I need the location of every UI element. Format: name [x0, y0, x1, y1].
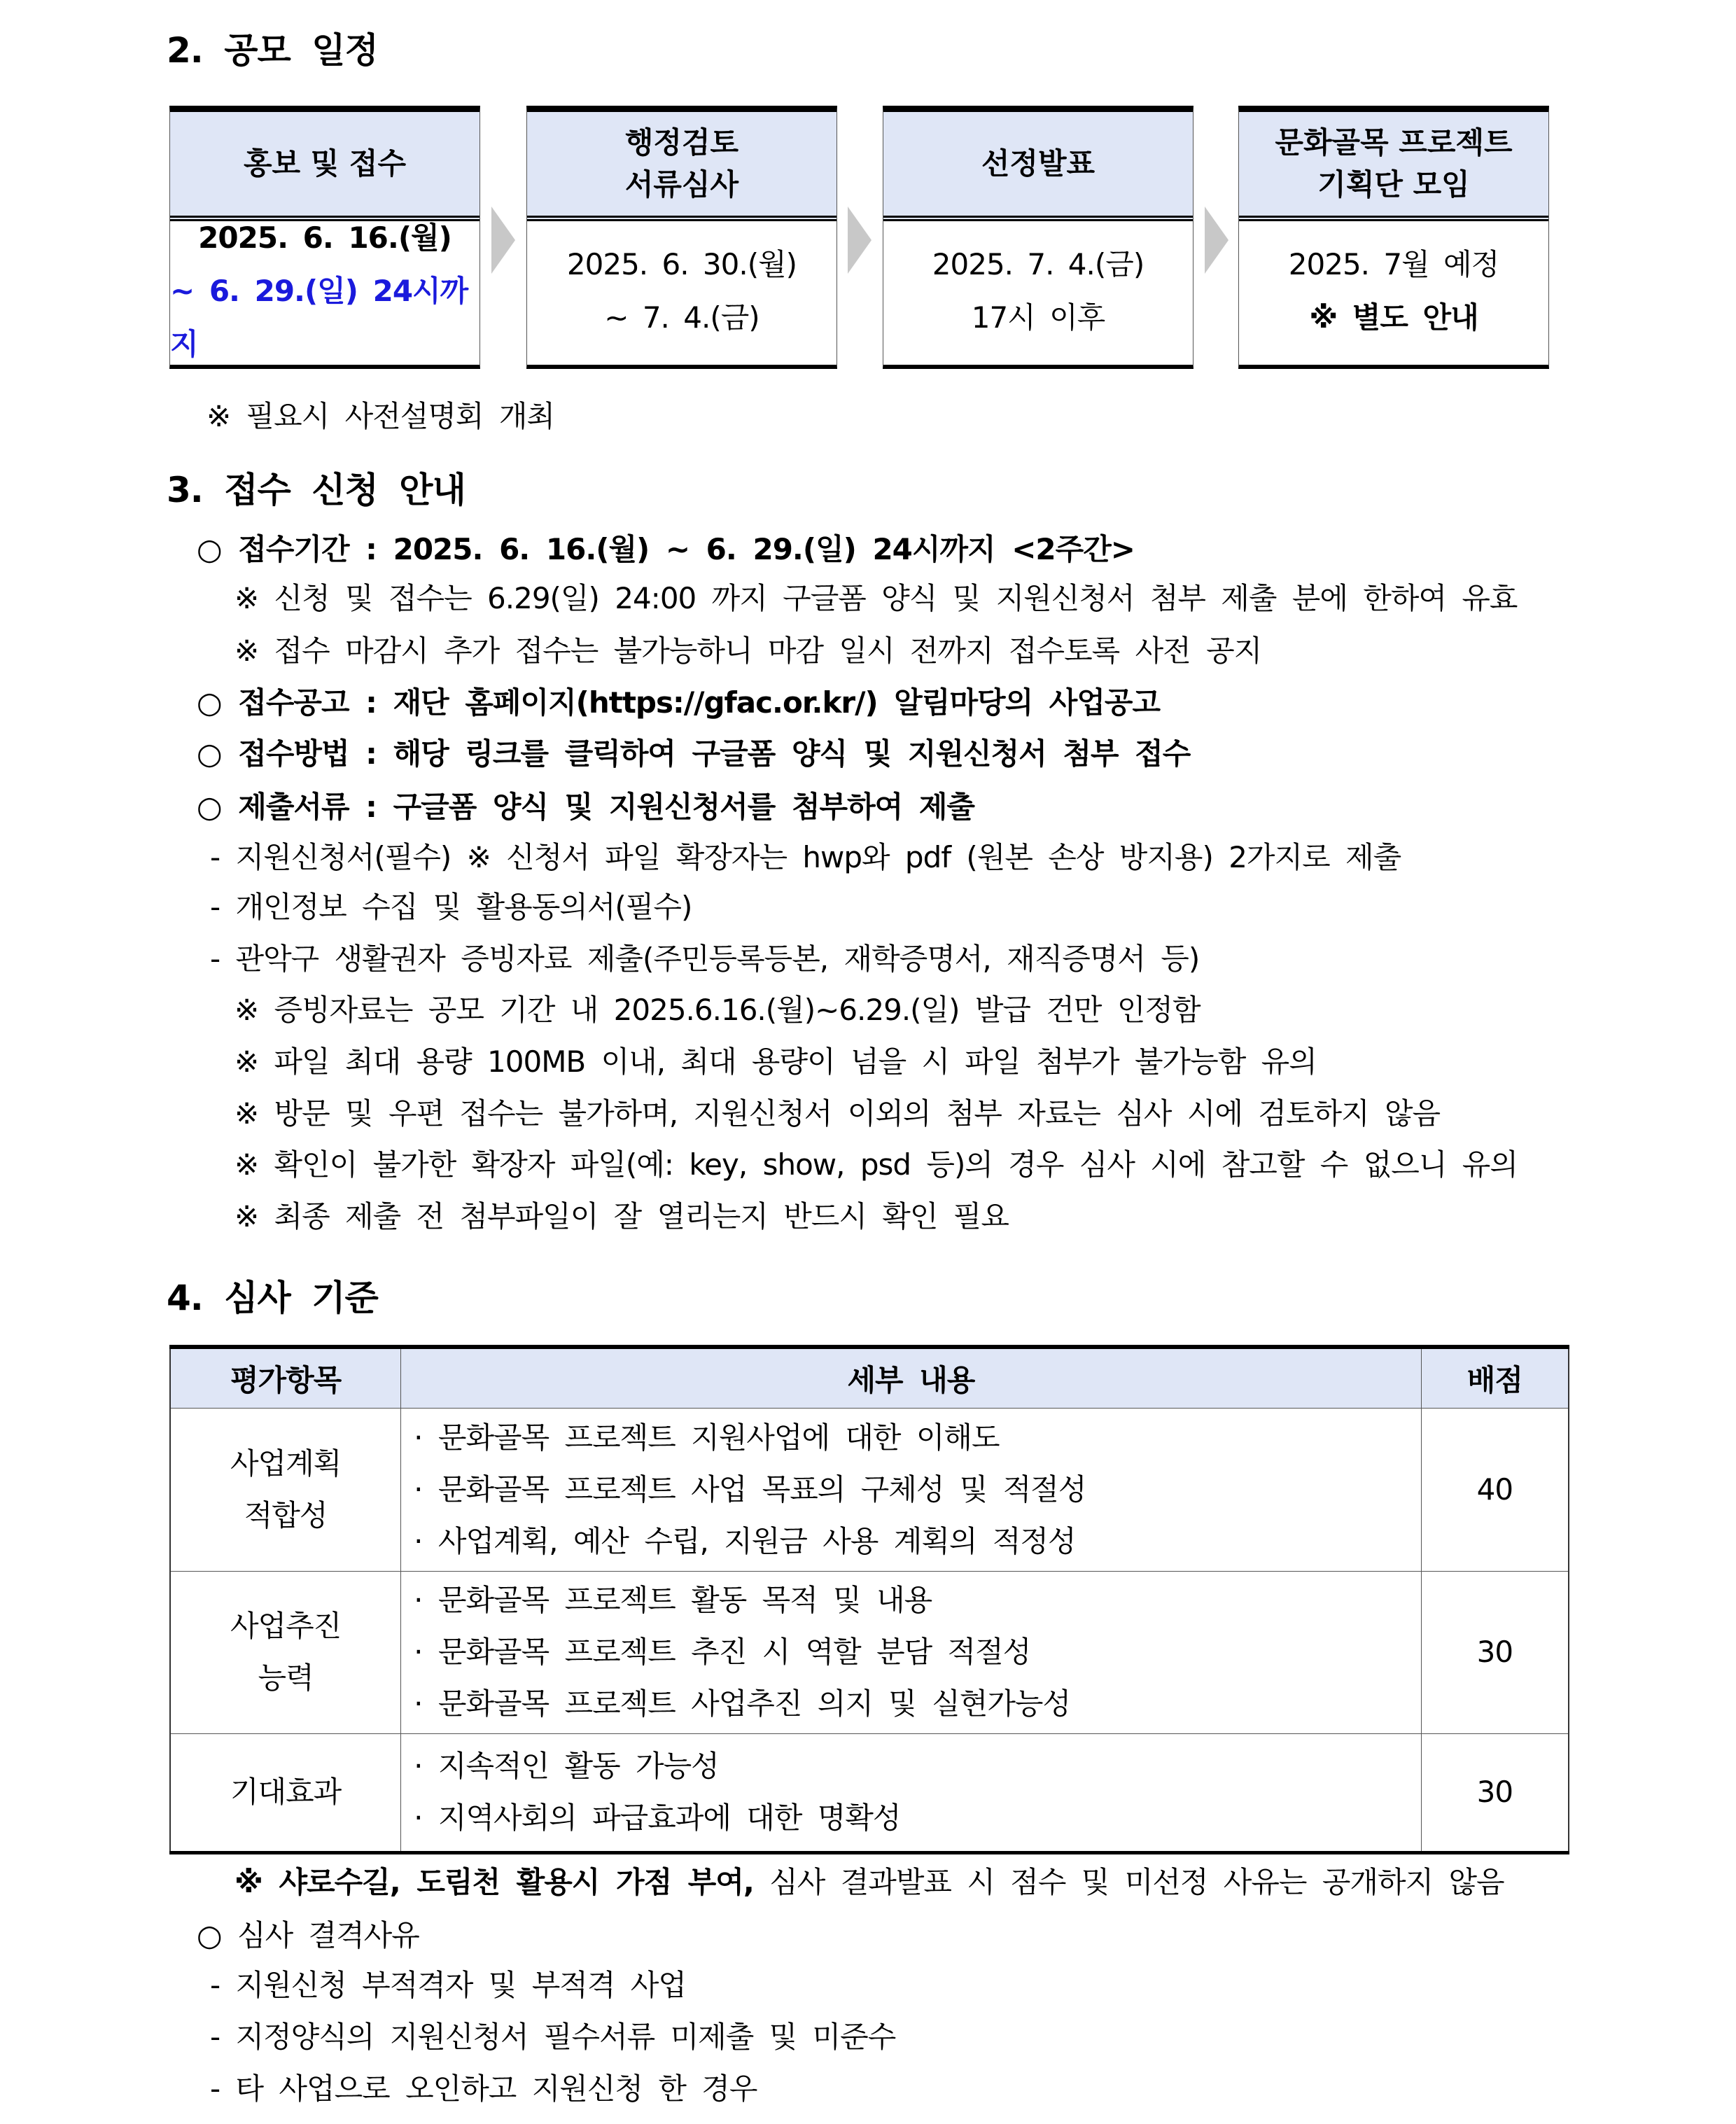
disqualification-title: ○ 심사 결격사유 — [197, 1918, 419, 1952]
document-item: - 관악구 생활권자 증빙자료 제출(주민등록등본, 재학증명서, 재직증명서 등) — [210, 942, 1200, 976]
step-title: 선정발표 — [883, 112, 1193, 221]
schedule-step-4 — [1238, 106, 1549, 369]
item-name: 기대효과 — [170, 1733, 401, 1852]
table-row — [170, 1733, 1569, 1852]
detail: · 문화골목 프로젝트 활동 목적 및 내용 — [414, 1583, 932, 1617]
disclosure-note: 심사 결과발표 시 점수 및 미선정 사유는 공개하지 않음 — [753, 1865, 1504, 1899]
step-date-end: ~ 7. 4.(금) — [604, 300, 760, 335]
table-header — [170, 1347, 1569, 1408]
item-name: 사업추진 — [230, 1609, 342, 1643]
step-title: 기획단 모임 — [1317, 167, 1470, 202]
disqualification-item: - 지원신청 부적격자 및 부적격 사업 — [210, 1968, 686, 2002]
step-date: 2025. 7월 예정 — [1288, 247, 1499, 281]
step-time: 17시 이후 — [971, 300, 1105, 335]
disqualification-item: - 타 사업으로 오인하고 지원신청 한 경우 — [210, 2071, 757, 2106]
detail: · 지속적인 활동 가능성 — [414, 1749, 719, 1783]
score: 40 — [1421, 1408, 1569, 1571]
arrow-icon — [491, 207, 515, 274]
bullet-notice: ○ 접수공고 : 재단 홈페이지(https://gfac.or.kr/) 알림마당의 사업공고 — [197, 685, 1161, 720]
detail: · 문화골목 프로젝트 사업 목표의 구체성 및 적절성 — [414, 1472, 1086, 1507]
arrow-icon — [848, 207, 872, 274]
bullet-documents: ○ 제출서류 : 구글폼 양식 및 지원신청서를 첨부하여 제출 — [197, 790, 975, 824]
header-score: 배점 — [1421, 1347, 1569, 1408]
disqualification-item: - 지정양식의 지원신청서 필수서류 미제출 및 미준수 — [210, 2020, 896, 2054]
note-line: ※ 최종 제출 전 첨부파일이 잘 열리는지 반드시 확인 필요 — [234, 1199, 1009, 1234]
detail: · 문화골목 프로젝트 추진 시 역할 분담 적절성 — [414, 1635, 1031, 1669]
evaluation-table — [169, 1345, 1569, 1854]
detail: · 지역사회의 파급효과에 대한 명확성 — [414, 1801, 901, 1835]
step-date: 2025. 7. 4.(금) — [932, 247, 1144, 281]
note-line: ※ 증빙자료는 공모 기간 내 2025.6.16.(월)~6.29.(일) 발급 건만 인정함 — [234, 993, 1200, 1027]
step-date: 2025. 6. 30.(월) — [566, 247, 797, 281]
bonus-note: ※ 샤로수길, 도림천 활용시 가점 부여, — [234, 1865, 754, 1899]
step-deadline: ~ 6. 29.(일) 24시까지 — [170, 274, 468, 361]
item-name: 적합성 — [244, 1497, 328, 1532]
score: 30 — [1421, 1733, 1569, 1852]
step-note: ※ 별도 안내 — [1309, 300, 1478, 335]
note-line: ※ 신청 및 접수는 6.29(일) 24:00 까지 구글폼 양식 및 지원신청서 첨부 제출 분에 한하여 유효 — [234, 581, 1518, 615]
schedule-step-3 — [883, 106, 1194, 369]
detail: · 문화골목 프로젝트 사업추진 의지 및 실현가능성 — [414, 1686, 1071, 1721]
section-3-title: 3. 접수 신청 안내 — [167, 470, 465, 510]
schedule-step-2 — [526, 106, 837, 369]
step-date: 2025. 6. 16.(월) — [198, 221, 451, 255]
bullet-method: ○ 접수방법 : 해당 링크를 클릭하여 구글폼 양식 및 지원신청서 첨부 접수 — [197, 736, 1191, 771]
bullet-period: ○ 접수기간 : 2025. 6. 16.(월) ~ 6. 29.(일) 24시까지 <2주간> — [197, 532, 1135, 566]
table-row — [170, 1571, 1569, 1733]
step-title: 문화골목 프로젝트 — [1275, 125, 1513, 160]
evaluation-note — [234, 1863, 1504, 1902]
header-details: 세부 내용 — [401, 1347, 1421, 1408]
note-line: ※ 파일 최대 용량 100MB 이내, 최대 용량이 넘을 시 파일 첨부가 불가능함 유의 — [234, 1044, 1317, 1079]
note-line: ※ 접수 마감시 추가 접수는 불가능하니 마감 일시 전까지 접수토록 사전 공지 — [234, 634, 1262, 668]
schedule-step-1 — [169, 106, 480, 369]
step-title: 서류심사 — [624, 167, 739, 202]
detail: · 사업계획, 예산 수립, 지원금 사용 계획의 적정성 — [414, 1523, 1076, 1558]
section-4-title: 4. 심사 기준 — [167, 1278, 378, 1318]
detail: · 문화골목 프로젝트 지원사업에 대한 이해도 — [414, 1420, 1000, 1455]
document-item: - 개인정보 수집 및 활용동의서(필수) — [210, 890, 692, 924]
document-item: - 지원신청서(필수) ※ 신청서 파일 확장자는 hwp와 pdf (원본 손상 방지용) 2가지로 제출 — [210, 840, 1401, 874]
arrow-icon — [1205, 207, 1228, 274]
step-title: 홍보 및 접수 — [170, 112, 479, 221]
note-line: ※ 방문 및 우편 접수는 불가하며, 지원신청서 이외의 첨부 자료는 심사 시에 검토하지 않음 — [234, 1096, 1441, 1131]
step-title: 행정검토 — [624, 125, 739, 160]
note-line: ※ 확인이 불가한 확장자 파일(예: key, show, psd 등)의 경우 심사 시에 참고할 수 없으니 유의 — [234, 1147, 1518, 1182]
header-item: 평가항목 — [170, 1347, 401, 1408]
table-row — [170, 1408, 1569, 1571]
schedule-note: ※ 필요시 사전설명회 개최 — [206, 399, 554, 433]
section-2-title: 2. 공모 일정 — [167, 30, 378, 71]
score: 30 — [1421, 1571, 1569, 1733]
item-name: 능력 — [258, 1661, 314, 1695]
item-name: 사업계획 — [230, 1446, 342, 1481]
